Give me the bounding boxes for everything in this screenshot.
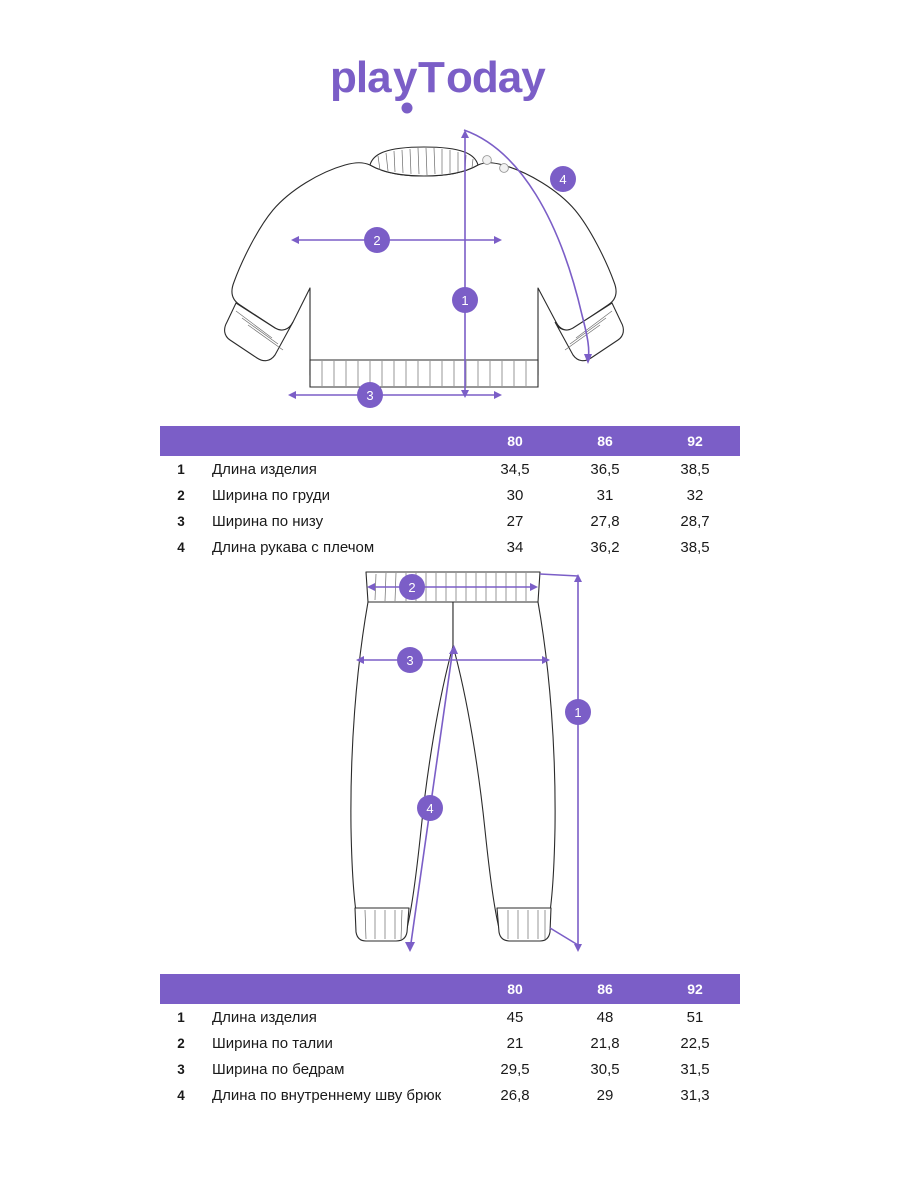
top-size-table-block [0, 426, 900, 560]
row-value-80: 29,5 [500, 1060, 530, 1078]
header-measure-name [202, 426, 470, 456]
measure-badge-4 [550, 166, 576, 192]
row-value-92: 32 [686, 486, 704, 504]
row-value-86: 30,5 [590, 1060, 620, 1078]
row-measure-name: Длина изделия [212, 1008, 317, 1026]
pants-figure [0, 560, 900, 970]
row-number: 3 [177, 513, 185, 529]
measure-badge-3 [397, 647, 423, 673]
bottom-size-table-block [0, 974, 900, 1108]
row-value-80: 27 [506, 512, 524, 530]
row-number: 2 [177, 1035, 185, 1051]
svg-text:1: 1 [461, 293, 469, 308]
measure-badge-1 [565, 699, 591, 725]
row-value-86: 36,5 [590, 460, 620, 478]
header-size-92: 92 [687, 433, 703, 449]
header-number [160, 426, 202, 456]
svg-text:oday: oday [446, 53, 545, 102]
row-number: 1 [177, 1009, 185, 1025]
row-value-80: 30 [506, 486, 524, 504]
svg-text:2: 2 [408, 580, 416, 595]
row-value-92: 22,5 [680, 1034, 710, 1052]
measure-badge-2 [364, 227, 390, 253]
svg-text:y: y [393, 53, 417, 102]
svg-text:3: 3 [366, 388, 374, 403]
svg-text:1: 1 [574, 705, 582, 720]
row-value-80: 26,8 [500, 1086, 530, 1104]
bottom-size-table-body [160, 1004, 740, 1108]
row-value-92: 31,5 [680, 1060, 710, 1078]
measure-badge-2 [399, 574, 425, 600]
header-size-86: 86 [597, 981, 613, 997]
table-header-row [160, 974, 740, 1004]
table-row [160, 1030, 740, 1056]
row-value-86: 29 [596, 1086, 614, 1104]
header-size-80: 80 [507, 433, 523, 449]
sweatshirt-figure [0, 110, 900, 420]
row-value-86: 27,8 [590, 512, 620, 530]
row-value-92: 51 [686, 1008, 704, 1026]
bottom-size-table-head [160, 974, 740, 1004]
table-header-row [160, 426, 740, 456]
svg-text:3: 3 [406, 653, 414, 668]
row-measure-name: Длина изделия [212, 460, 317, 478]
row-value-92: 38,5 [680, 460, 710, 478]
table-row [160, 456, 740, 482]
svg-text:pla: pla [330, 53, 391, 102]
row-value-86: 31 [596, 486, 614, 504]
table-row [160, 508, 740, 534]
header-number [160, 974, 202, 1004]
row-measure-name: Ширина по талии [212, 1034, 333, 1052]
row-value-86: 21,8 [590, 1034, 620, 1052]
top-size-table-body [160, 456, 740, 560]
row-number: 2 [177, 487, 185, 503]
row-number: 3 [177, 1061, 185, 1077]
row-number: 1 [177, 461, 185, 477]
row-measure-name: Ширина по бедрам [212, 1060, 345, 1078]
table-row [160, 1082, 740, 1108]
header-size-86: 86 [597, 433, 613, 449]
table-row [160, 1004, 740, 1030]
svg-text:4: 4 [426, 801, 434, 816]
row-value-92: 31,3 [680, 1086, 710, 1104]
svg-text:2: 2 [373, 233, 381, 248]
sweatshirt-technical-drawing [170, 110, 730, 420]
table-row [160, 1056, 740, 1082]
row-value-80: 21 [506, 1034, 524, 1052]
row-number: 4 [177, 539, 185, 555]
pants-technical-drawing [170, 560, 730, 970]
measure-badge-1 [452, 287, 478, 313]
row-value-80: 34 [506, 538, 524, 556]
row-value-92: 38,5 [680, 538, 710, 556]
row-measure-name: Ширина по груди [212, 486, 331, 504]
svg-text:T: T [418, 53, 444, 102]
header-size-80: 80 [507, 981, 523, 997]
row-measure-name: Ширина по низу [212, 512, 324, 530]
header-measure-name [202, 974, 470, 1004]
row-measure-name: Длина по внутреннему шву брюк [212, 1086, 442, 1104]
top-size-table-head [160, 426, 740, 456]
table-row [160, 534, 740, 560]
measure-badge-4 [417, 795, 443, 821]
table-row [160, 482, 740, 508]
row-value-80: 34,5 [500, 460, 530, 478]
measure-badge-3 [357, 382, 383, 408]
svg-text:4: 4 [559, 172, 567, 187]
brand-logo [0, 0, 900, 110]
row-number: 4 [177, 1087, 185, 1103]
bottom-size-table [160, 974, 740, 1108]
row-value-80: 45 [506, 1008, 524, 1026]
row-value-92: 28,7 [680, 512, 710, 530]
top-size-table [160, 426, 740, 560]
row-value-86: 36,2 [590, 538, 620, 556]
header-size-92: 92 [687, 981, 703, 997]
row-value-86: 48 [596, 1008, 614, 1026]
row-measure-name: Длина рукава с плечом [212, 538, 375, 556]
playtoday-logo-icon [330, 52, 570, 114]
